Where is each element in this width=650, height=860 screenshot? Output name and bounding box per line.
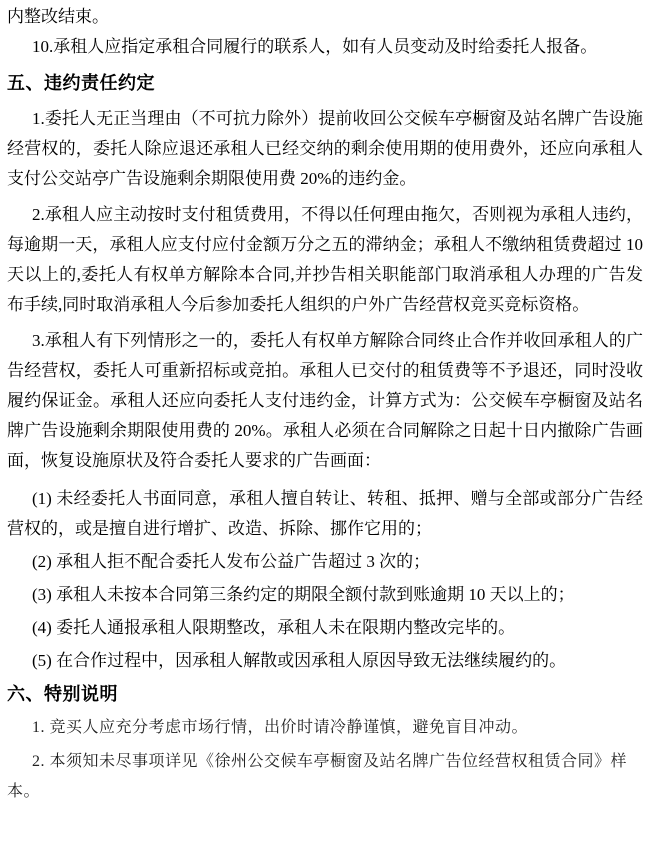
list-item-s5-2: (2) 承租人拒不配合委托人发布公益广告超过 3 次的； (32, 552, 431, 571)
list-item-s6-1: 1. 竞买人应充分考虑市场行情，出价时请冷静谨慎，避免盲目冲动。 (32, 719, 529, 736)
list-item-s5-4: (4) 委托人通报承租人限期整改，承租人未在限期内整改完毕的。 (32, 618, 516, 637)
paragraph-continuation: 内整改结束。 (7, 7, 109, 26)
paragraph-s5-3: 3.承租人有下列情形之一的，委托人有权单方解除合同终止合作并收回承租人的广告经营权，委托人可重新招标或竞拍。承租人已交付的租赁费等不予退还，同时没收履约保证金。承租人还应向委托人支付违约金，计算方式为：公交候车亭橱窗及站名牌广告设施剩余期限使用费的 20%。承租人必须在合同解除之日起十日内撤除广告画面，恢复设施原状及符合委托人要求的广告画面： (7, 331, 643, 470)
list-item-s5-1: (1) 未经委托人书面同意，承租人擅自转让、转租、抵押、赠与全部或部分广告经营权的，或是擅自进行增扩、改造、拆除、挪作它用的； (7, 489, 643, 538)
paragraph-s5-2: 2.承租人应主动按时支付租赁费用，不得以任何理由拖欠，否则视为承租人违约，每逾期一天，承租人应支付应付金额万分之五的滞纳金；承租人不缴纳租赁费超过 10 天以上的,委托人有权单方解除本合同,并抄告相关职能部门取消承租人办理的广告发布手续,同时取消承租人今后参加委托人组织的户外广告经营权竞买竞标资格。 (7, 205, 643, 314)
section-heading-5: 五、违约责任约定 (7, 73, 155, 93)
list-item-s5-3: (3) 承租人未按本合同第三条约定的期限全额付款到账逾期 10 天以上的； (32, 585, 575, 604)
list-item-s6-2: 2. 本须知未尽事项详见《徐州公交候车亭橱窗及站名牌广告位经营权租赁合同》样本。 (7, 753, 628, 800)
paragraph-clause-10: 10.承租人应指定承租合同履行的联系人，如有人员变动及时给委托人报备。 (32, 37, 598, 56)
paragraph-s5-1: 1.委托人无正当理由（不可抗力除外）提前收回公交候车亭橱窗及站名牌广告设施经营权的，委托人除应退还承租人已经交纳的剩余使用期的使用费外，还应向承租人支付公交站亭广告设施剩余期限使用费 20%的违约金。 (7, 109, 643, 188)
list-item-s5-5: (5) 在合作过程中，因承租人解散或因承租人原因导致无法继续履约的。 (32, 651, 567, 670)
section-heading-6: 六、特别说明 (7, 684, 118, 704)
